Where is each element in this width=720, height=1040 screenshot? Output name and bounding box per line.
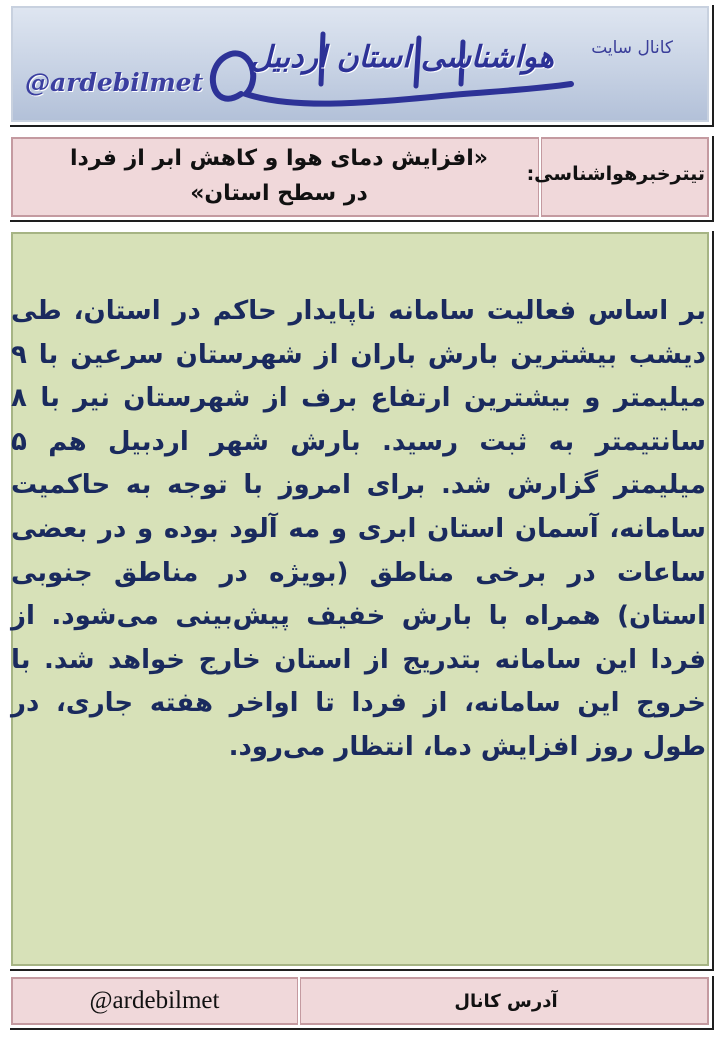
headline-line-2: در سطح استان»	[190, 181, 368, 206]
footer-handle[interactable]: @ardebilmet	[89, 987, 220, 1014]
title-label: تیترخبرهواشناسی:	[526, 163, 705, 185]
calligraphy-title: هواشناسی استان اردبیل	[249, 40, 554, 75]
channel-handle: @ardebilmet	[25, 68, 204, 97]
header-banner	[8, 3, 712, 125]
news-body	[8, 229, 712, 969]
site-label: کانال سایت	[591, 38, 673, 58]
headline-line-1: «افزایش دمای هوا و کاهش ابر از فردا	[70, 146, 488, 171]
headline	[31, 141, 527, 211]
title-row	[8, 134, 712, 220]
footer	[8, 974, 712, 1028]
body-text: بر اساس فعالیت سامانه ناپایدار حاکم در استان، طی دیشب بیشترین بارش باران از شهرستان سرعین با ۹ میلیمتر و بیشترین ارتفاع برف از شهرستان نیر با ۸ سانتیمتر به ثبت رسید. بارش شهر اردبیل هم ۵ میلیمتر گزارش شد. برای امروز با توجه به حاکمیت سامانه، آسمان استان ابری و مه آلود بوده و در بعضی ساعات در برخی مناطق (بویژه در مناطق جنوبی استان) همراه با بارش خفیف پیش‌بینی می‌شود. از فردا این سامانه بتدریج از استان خارج خواهد شد. با خروج این سامانه، از فردا تا اواخر هفته جاری، در طول روز افزایش دما، انتظار می‌رود.	[11, 296, 706, 762]
footer-label: آدرس کانال	[454, 991, 558, 1012]
